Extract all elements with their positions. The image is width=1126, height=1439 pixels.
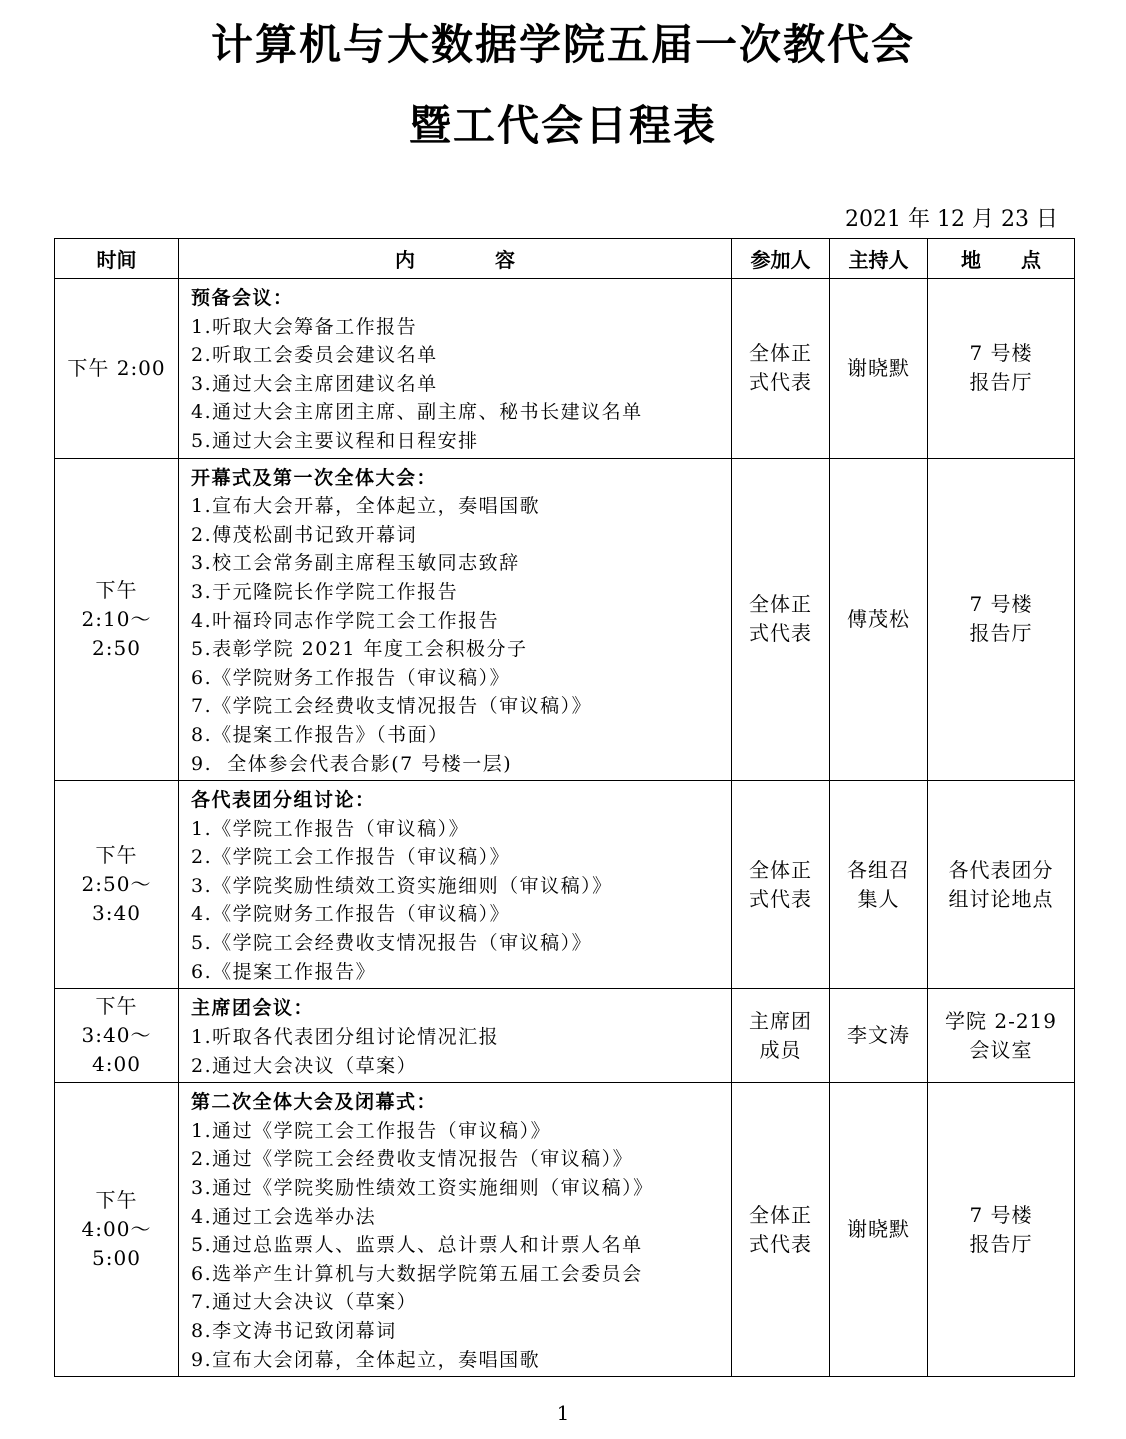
agenda-item: 2.听取工会委员会建议名单 [191,344,438,367]
agenda-heading: 第二次全体大会及闭幕式： [191,1091,438,1114]
header-place: 地 点 [928,239,1075,279]
agenda-item: 2.《学院工会工作报告（审议稿）》 [191,846,511,869]
agenda-heading: 预备会议： [191,287,294,309]
table-row [55,279,1075,459]
place-cell [928,989,1075,1083]
schedule-table [54,238,1075,1377]
place-cell-line: 7 号楼 [969,1202,1033,1227]
agenda-item: 4.叶福玲同志作学院工会工作报告 [191,609,500,632]
host-cell [830,781,928,989]
agenda-item: 4.通过大会主席团主席、副主席、秘书长建议名单 [191,401,643,424]
time-cell-line: 4:00 [92,1052,141,1077]
content-cell [179,279,732,459]
agenda-item: 6.《提案工作报告》 [191,960,377,983]
agenda-item: 4.《学院财务工作报告（审议稿）》 [191,903,511,926]
header-time: 时间 [55,239,179,279]
agenda-item: 1.听取各代表团分组讨论情况汇报 [191,1025,500,1048]
time-cell [55,989,179,1083]
agenda-item: 4.通过工会选举办法 [191,1205,377,1228]
attend-cell-line: 全体正 [749,341,812,366]
agenda-item: 1.《学院工作报告（审议稿）》 [191,817,470,840]
place-cell-line: 7 号楼 [969,341,1033,366]
place-cell-line: 报告厅 [969,1231,1033,1256]
time-cell-line: 3:40～ [81,1023,152,1048]
table-row [55,781,1075,989]
agenda-item: 7.《学院工会经费收支情况报告（审议稿）》 [191,695,593,718]
agenda-item: 2.傅茂松副书记致开幕词 [191,523,418,546]
agenda-item: 9. 全体参会代表合影(7 号楼一层) [191,752,513,775]
attend-cell [732,1083,830,1377]
agenda-item: 9.宣布大会闭幕，全体起立，奏唱国歌 [191,1348,541,1371]
agenda-item: 3.于元隆院长作学院工作报告 [191,580,459,603]
content-cell [179,989,732,1083]
time-cell-line: 下午 [95,994,138,1019]
attend-cell-line: 全体正 [749,1202,812,1227]
attend-cell [732,989,830,1083]
agenda-heading: 开幕式及第一次全体大会： [191,466,438,489]
page-number: 1 [556,1401,570,1425]
agenda-item: 2.通过《学院工会经费收支情况报告（审议稿）》 [191,1148,634,1171]
time-cell-line: 2:50 [92,635,141,660]
content-cell [179,781,732,989]
time-cell-line: 3:40 [92,901,141,926]
host-cell-line: 集人 [857,886,900,911]
agenda-item: 1.通过《学院工会工作报告（审议稿）》 [191,1119,552,1142]
agenda-item: 8.《提案工作报告》（书面） [191,723,449,746]
agenda-item: 7.通过大会决议（草案） [191,1291,418,1314]
time-cell-line: 2:10～ [81,606,152,631]
place-cell-line: 报告厅 [969,370,1033,395]
agenda-heading: 主席团会议： [191,997,315,1020]
time-cell [55,279,179,459]
attend-cell [732,279,830,459]
agenda-item: 5.通过大会主要议程和日程安排 [191,429,479,452]
agenda-item: 3.校工会常务副主席程玉敏同志致辞 [191,552,520,575]
place-cell-line: 组讨论地点 [948,886,1054,911]
table-row [55,1083,1075,1377]
table-row [55,458,1075,781]
table-row [55,989,1075,1083]
attend-cell-line: 主席团 [749,1008,812,1033]
agenda-heading: 各代表团分组讨论： [191,789,376,812]
attend-cell-line: 式代表 [749,370,812,395]
agenda-item: 6.《学院财务工作报告（审议稿）》 [191,666,511,689]
document-title-line-1: 计算机与大数据学院五届一次教代会 [210,20,915,69]
host-cell-line: 傅茂松 [847,606,910,631]
host-cell [830,1083,928,1377]
agenda-item: 1.听取大会筹备工作报告 [191,315,418,338]
time-cell-line: 下午 [95,577,138,602]
content-cell [179,1083,732,1377]
host-cell-line: 谢晓默 [847,1217,910,1242]
time-cell-line: 2:50～ [81,872,152,897]
agenda-item: 5.《学院工会经费收支情况报告（审议稿）》 [191,932,593,955]
host-cell [830,279,928,459]
time-cell-line: 下午 [95,1188,138,1213]
agenda-item: 3.通过大会主席团建议名单 [191,372,438,395]
agenda-item: 5.通过总监票人、监票人、总计票人和计票人名单 [191,1234,643,1257]
host-cell [830,458,928,781]
agenda-item: 2.通过大会决议（草案） [191,1054,418,1077]
host-cell-line: 谢晓默 [847,355,910,380]
attend-cell [732,458,830,781]
time-cell [55,1083,179,1377]
time-cell [55,781,179,989]
time-cell-line: 4:00～ [81,1217,152,1242]
header-attend: 参加人 [732,239,830,279]
place-cell-line: 报告厅 [969,621,1033,646]
agenda-item: 1.宣布大会开幕，全体起立，奏唱国歌 [191,495,541,518]
place-cell [928,781,1075,989]
content-cell [179,458,732,781]
agenda-item: 6.选举产生计算机与大数据学院第五届工会委员会 [191,1262,643,1285]
agenda-item: 3.通过《学院奖励性绩效工资实施细则（审议稿）》 [191,1177,654,1200]
agenda-item: 5.表彰学院 2021 年度工会积极分子 [191,638,528,661]
attend-cell-line: 式代表 [749,886,812,911]
place-cell-line: 学院 2-219 [944,1008,1057,1033]
host-cell-line: 李文涛 [847,1023,910,1048]
attend-cell-line: 全体正 [749,857,812,882]
place-cell [928,1083,1075,1377]
document-date: 2021 年 12 月 23 日 [845,207,1058,232]
agenda-item: 8.李文涛书记致闭幕词 [191,1320,397,1342]
attend-cell-line: 成员 [759,1037,802,1062]
place-cell-line: 7 号楼 [969,592,1033,617]
place-cell-line: 各代表团分 [948,857,1054,882]
host-cell [830,989,928,1083]
host-cell-line: 各组召 [847,857,910,882]
header-host: 主持人 [830,239,928,279]
time-cell-line: 下午 [95,843,138,868]
place-cell [928,279,1075,459]
attend-cell-line: 全体正 [749,592,812,617]
place-cell [928,458,1075,781]
document-title-line-2: 暨工代会日程表 [408,101,717,150]
header-content: 内 容 [179,239,732,279]
table-header-row [55,239,1075,279]
place-cell-line: 会议室 [969,1037,1033,1062]
agenda-item: 3.《学院奖励性绩效工资实施细则（审议稿）》 [191,874,613,897]
time-cell [55,458,179,781]
attend-cell-line: 式代表 [749,1231,812,1256]
attend-cell-line: 式代表 [749,621,812,646]
time-cell-line: 下午 2:00 [67,355,166,380]
schedule-body [55,279,1075,1377]
attend-cell [732,781,830,989]
time-cell-line: 5:00 [92,1246,141,1271]
